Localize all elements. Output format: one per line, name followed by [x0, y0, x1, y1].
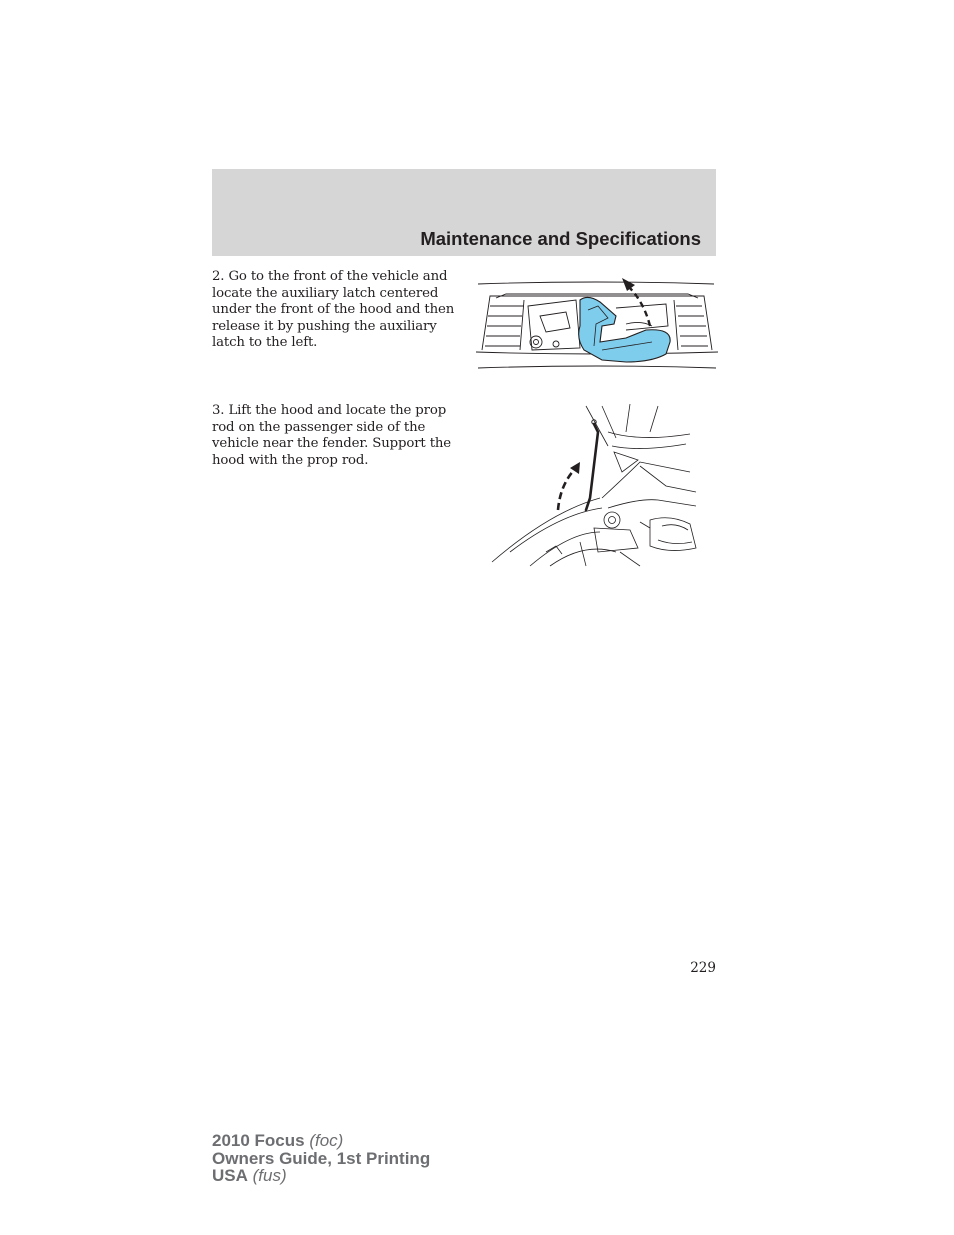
- section-title: Maintenance and Specifications: [420, 228, 701, 249]
- document-footer: [212, 1132, 430, 1185]
- footer-model-line: [212, 1132, 430, 1150]
- hood-prop-rod-illustration: [490, 402, 700, 568]
- step-2-text: 2. Go to the front of the vehicle and locate the auxiliary latch centered under the front of the hood and then release it by pushing the auxiliary latch to the left.: [212, 269, 455, 350]
- footer-market: USA: [212, 1166, 248, 1185]
- footer-edition: Owners Guide, 1st Printing: [212, 1148, 431, 1168]
- step-3-text: 3. Lift the hood and locate the prop rod on the passenger side of the vehicle near the fender. Support the hood with the prop rod.: [212, 403, 452, 468]
- footer-market-line: [212, 1167, 430, 1185]
- footer-market-code: (fus): [252, 1166, 287, 1185]
- auxiliary-latch-illustration: [476, 266, 718, 372]
- footer-model-code: (foc): [309, 1131, 344, 1150]
- footer-model: 2010 Focus: [212, 1131, 305, 1150]
- page-number: 229: [690, 960, 716, 976]
- section-header-band: [212, 169, 716, 256]
